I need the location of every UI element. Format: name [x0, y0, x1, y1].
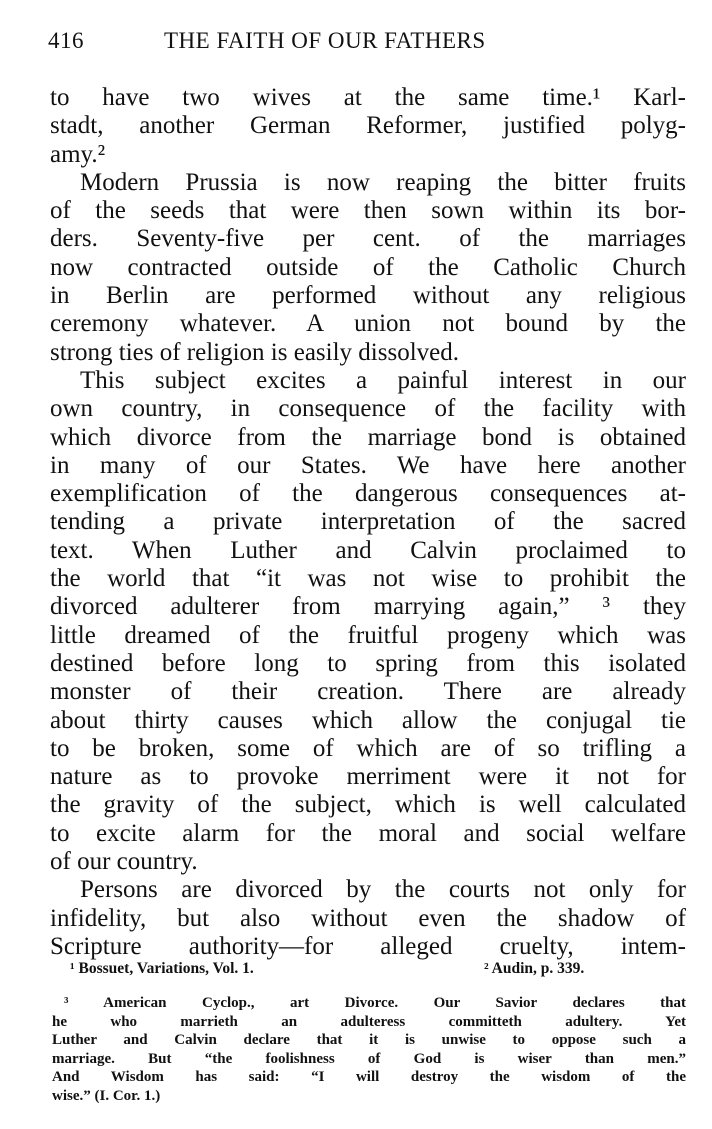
text-line: now contracted outside of the Catholic Church: [50, 253, 686, 281]
text-line: destined before long to spring from this isolated: [50, 649, 686, 677]
footnote-line: wise.” (I. Cor. 1.): [52, 1087, 161, 1104]
text-line: to have two wives at the same time.¹ Karl-: [50, 84, 686, 111]
text-line: amy.²: [50, 140, 106, 168]
page-header: [48, 28, 688, 58]
page-number: 416: [48, 28, 84, 53]
text-line: little dreamed of the fruitful progeny which was: [50, 621, 686, 649]
text-line: stadt, another German Reformer, justified polyg-: [50, 112, 686, 140]
text-line: Persons are divorced by the courts not only for: [80, 876, 686, 904]
text-line: which divorce from the marriage bond is obtained: [50, 423, 686, 451]
footnote-line: ³ American Cyclop., art Divorce. Our Savior declares that: [64, 995, 686, 1011]
text-line: to be broken, some of which are of so trifling a: [50, 734, 686, 762]
text-line: about thirty causes which allow the conjugal tie: [50, 706, 686, 734]
text-line: own country, in consequence of the facility with: [50, 395, 686, 423]
text-line: to excite alarm for the moral and social welfare: [50, 819, 686, 847]
text-line: of the seeds that were then sown within its bor-: [50, 197, 686, 225]
text-line: in many of our States. We have here another: [50, 451, 686, 479]
text-line: tending a private interpretation of the sacred: [50, 508, 686, 536]
footnote-line: Luther and Calvin declare that it is unwise to oppose such a: [52, 1032, 686, 1049]
text-line: text. When Luther and Calvin proclaimed to: [50, 536, 686, 564]
text-line: divorced adulterer from marrying again,” ³ they: [50, 593, 686, 621]
footnote-1: ¹ Bossuet, Variations, Vol. 1.: [70, 960, 254, 977]
footnote-line: And Wisdom has said: “I will destroy the wisdom of the: [52, 1069, 686, 1086]
text-line: This subject excites a painful interest in our: [80, 366, 686, 394]
text-line: the world that “it was not wise to prohibit the: [50, 565, 686, 593]
text-line: exemplification of the dangerous consequences at-: [50, 480, 686, 508]
text-line: of our country.: [50, 848, 198, 876]
footnotes: [52, 960, 686, 1106]
text-line: Modern Prussia is now reaping the bitter fruits: [80, 168, 686, 196]
text-line: the gravity of the subject, which is well calculated: [50, 791, 686, 819]
footnote-line: marriage. But “the foolishness of God is wiser than men.”: [52, 1050, 686, 1067]
text-line: in Berlin are performed without any religious: [50, 282, 686, 310]
running-title: THE FAITH OF OUR FATHERS: [164, 28, 486, 53]
text-line: ceremony whatever. A union not bound by the: [50, 310, 686, 338]
text-line: nature as to provoke merriment were it not for: [50, 763, 686, 791]
text-line: infidelity, but also without even the shadow of: [50, 904, 686, 932]
text-line: strong ties of religion is easily dissolved.: [50, 338, 459, 366]
footnote-2: ² Audin, p. 339.: [484, 960, 585, 977]
footnote-line: he who marrieth an adulteress committeth adultery. Yet: [52, 1013, 686, 1030]
body-text: [50, 84, 686, 961]
footnote-row: [52, 960, 686, 986]
text-line: Scripture authority—for alleged cruelty, intem-: [50, 932, 686, 960]
footnote-3: [52, 994, 686, 1106]
text-line: ders. Seventy-five per cent. of the marriages: [50, 225, 686, 253]
text-line: monster of their creation. There are already: [50, 678, 686, 706]
